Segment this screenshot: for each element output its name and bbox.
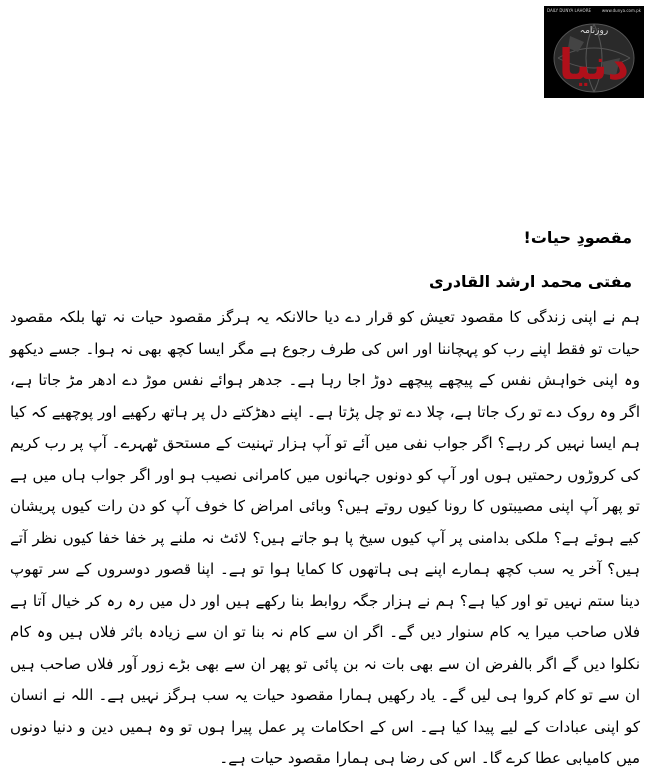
newspaper-logo: [544, 6, 644, 98]
logo-subtitle: روزنامہ: [579, 26, 609, 36]
article-author: مفتی محمد ارشد القادری: [428, 272, 632, 291]
logo-header-right: www.dunya.com.pk: [601, 8, 641, 13]
logo-header: [544, 8, 644, 16]
logo-wordmark: دنیا: [558, 40, 630, 89]
article-body: ہم نے اپنی زندگی کا مقصود تعیش کو قرار دے دیا حالانکہ یہ ہرگز مقصود حیات نہ تھا بلکہ مقصود حیات تو فقط اپنے رب کو پہچاننا اور اس کی طرف رجوع ہے مگر ایسا کچھ بھی نہ ہوا۔ جسے دیکھو وہ اپنی خواہش نفس کے پیچھے پیچھے دوڑ اجا رہا ہے۔ جدھر ہوائے نفس موڑ دے ادھر مڑ جاتا ہے، اگر وہ روک دے تو رک جاتا ہے، چلا دے تو چل پڑتا ہے۔ اپنے دھڑکتے دل پر ہاتھ رکھیے اور پوچھیے کہ کیا ہم ایسا نہیں کر رہے؟ اگر جواب نفی میں آئے تو آپ ہزار تہنیت کے مستحق ٹھہرے۔ آپ پر رب کریم کی کروڑوں رحمتیں ہوں اور آپ کو دونوں جہانوں میں کامرانی نصیب ہو اور اگر جواب ہاں میں ہے تو پھر آپ اپنی مصیبتوں کا رونا کیوں روتے ہیں؟ وبائی امراض کا خوف آپ کو دن رات کیوں پریشان کیے ہوئے ہے؟ ملکی بدامنی پر آپ کیوں سیخ پا ہو جاتے ہیں؟ لائٹ نہ ملنے پر خفا خفا کیوں نظر آتے ہیں؟ آخر یہ سب کچھ ہمارے اپنے ہی ہاتھوں کا کمایا ہوا تو ہے۔ اپنا قصور دوسروں کے سر تھوپ دینا ستم نہیں تو اور کیا ہے؟ ہم نے ہزار جگہ روابط بنا رکھے ہیں اور دل میں رہ رہ کر خیال آتا ہے فلاں صاحب میرا یہ کام سنوار دیں گے۔ اگر ان سے کام نہ بنا تو ان سے زیادہ باثر فلاں ہیں وہ کام نکلوا دیں گے اگر بالفرض ان سے بھی بات نہ بن پائی تو پھر ان سے بھی بڑے زور آور فلاں صاحب ہیں ان سے تو کام کروا ہی لیں گے۔ یاد رکھیں ہمارا مقصود حیات یہ سب ہرگز نہیں ہے۔ اللہ نے انسان کو اپنی عبادات کے لیے پیدا کیا ہے۔ اس کے احکامات پر عمل پیرا ہوں تو وہ ہمیں دین و دنیا دونوں میں کامیابی عطا کرے گا۔ اس کی رضا ہی ہمارا مقصود حیات ہے۔: [10, 308, 640, 767]
article-headline: مقصودِ حیات!: [523, 228, 632, 247]
logo-header-left: DAILY DUNYA LAHORE: [547, 8, 591, 13]
